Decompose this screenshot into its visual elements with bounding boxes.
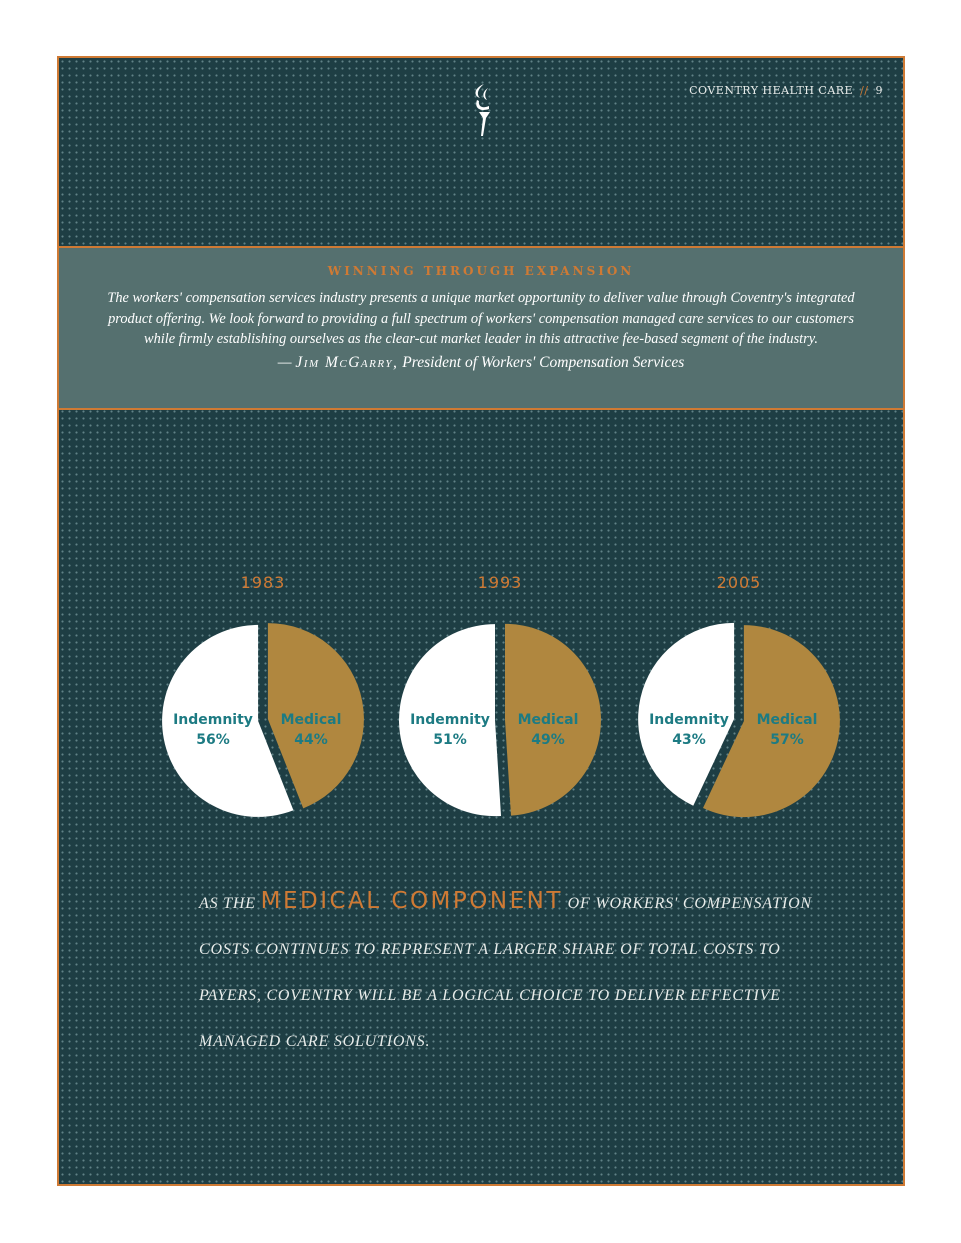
page-number: 9 xyxy=(875,84,883,97)
attribution-dash: — xyxy=(277,353,292,371)
closing-statement xyxy=(199,878,839,1065)
pie-title-1983: 1983 xyxy=(240,573,286,592)
slice-value-indemnity-1983: 56% xyxy=(196,732,230,748)
page-panel xyxy=(57,56,905,1186)
slice-label-indemnity-2005: Indemnity xyxy=(649,712,729,728)
pie-charts xyxy=(59,498,903,828)
pie-title-2005: 2005 xyxy=(716,573,762,592)
slice-label-medical-1983: Medical xyxy=(280,712,342,728)
company-name: COVENTRY HEALTH CARE xyxy=(689,84,854,97)
running-header xyxy=(689,84,883,97)
quote-title: WINNING THROUGH EXPANSION xyxy=(327,264,635,278)
quote-text: The workers' compensation services industry presents a unique market opportunity to deliver value through Coventry's integrated product offering. We look forward to providing a full spectrum of workers' compensation managed care services to our customers while firmly establishing ourselves as the clear-cut market leader in this attractive fee-based segment of the industry. xyxy=(107,290,855,347)
slice-label-indemnity-1993: Indemnity xyxy=(410,712,490,728)
slice-value-indemnity-1993: 51% xyxy=(433,732,467,748)
header-separator: // xyxy=(860,84,869,97)
slice-label-medical-1993: Medical xyxy=(517,712,579,728)
slice-label-indemnity-1983: Indemnity xyxy=(173,712,253,728)
attribution-role: President of Workers' Compensation Services xyxy=(402,353,685,371)
quote-attribution xyxy=(59,354,903,372)
attribution-name: Jim McGarry, xyxy=(295,353,399,371)
statement-end: OF WORKERS' COMPENSATION COSTS CONTINUES TO REPRESENT A LARGER SHARE OF TOTAL COSTS TO PAYERS, COVENTRY WILL BE A LOGICAL CHOICE TO DELIVER EFFECTIVE MANAGED CARE SOLUTIONS. xyxy=(199,895,812,1050)
slice-value-indemnity-2005: 43% xyxy=(672,732,706,748)
slice-label-medical-2005: Medical xyxy=(756,712,818,728)
statement-start: AS THE xyxy=(199,895,261,912)
quote-box xyxy=(59,246,903,410)
torch-logo-icon xyxy=(470,82,494,138)
slice-value-medical-1993: 49% xyxy=(531,732,565,748)
statement-highlight: MEDICAL COMPONENT xyxy=(260,888,563,914)
slice-value-medical-2005: 57% xyxy=(770,732,804,748)
slice-value-medical-1983: 44% xyxy=(294,732,328,748)
pie-title-1993: 1993 xyxy=(477,573,523,592)
